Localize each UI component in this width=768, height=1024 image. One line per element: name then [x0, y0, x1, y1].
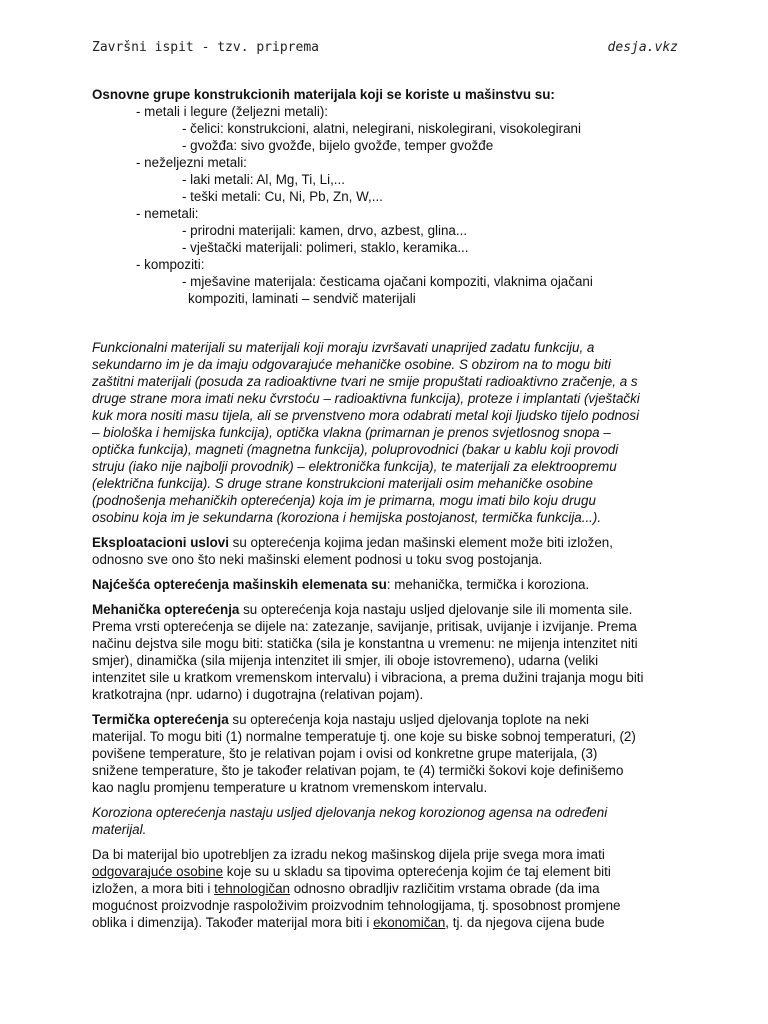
list-subitem: - gvožđa: sivo gvožđe, bijelo gvožđe, temper gvožđe: [182, 138, 494, 153]
paragraph-text: odnosno obradljiv različitim vrstama obrade (da ima: [290, 881, 600, 896]
paragraph-line: odnosno sve ono što neki mašinski element podnosi u toku svog postojanja.: [92, 552, 543, 567]
paragraph-line: osobinu koja im je sekundarna (koroziona i hemijska postojanost, termička funkcija...).: [92, 510, 602, 525]
underlined-term: odgovarajuće osobine: [92, 864, 224, 879]
list-item: - metali i legure (željezni metali):: [136, 104, 328, 119]
term-label: Mehanička opterećenja: [92, 602, 240, 617]
paragraph-line: (električna funkcija). S druge strane konstrukcioni materijali osim mehaničke osobine: [92, 476, 593, 491]
list-item: - kompoziti:: [136, 257, 205, 272]
term-label: Eksploatacioni uslovi: [92, 535, 229, 550]
paragraph-line: materijal.: [92, 822, 147, 837]
paragraph-line: kratkotrajna (npr. udarno) i dugotrajna (relativan pojam).: [92, 687, 424, 702]
thermal-loads-paragraph: [92, 711, 692, 796]
list-subitem: - čelici: konstrukcioni, alatni, nelegirani, niskolegirani, visokolegirani: [182, 121, 581, 136]
paragraph-line: intenzitet sile u kratkom vremenskom intervalu) i vibraciona, a prema dužini trajanja mogu biti: [92, 670, 644, 685]
paragraph-line: Da bi materijal bio upotrebljen za izradu nekog mašinskog dijela prije svega mora imati: [92, 847, 605, 862]
paragraph-line: načinu dejstva sile mogu biti: statička (sila je konstantna u vremenu: ne mijenja intenzitet niti: [92, 636, 638, 651]
paragraph-text: koje su u skladu sa tipovima opterećenja kojim će taj element biti: [223, 864, 611, 879]
paragraph-line: smjer), dinamička (sila mijenja intenzitet ili smjer, ili oboje istovremeno), udarna (veliki: [92, 653, 599, 668]
paragraph-text: su opterećenja koja nastaju usljed djelovanja toplote na neki: [228, 712, 590, 727]
paragraph-text: oblika i dimenzija). Također materijal mora biti i: [92, 915, 374, 930]
functional-materials-paragraph: [92, 339, 692, 526]
paragraph-text: : mehanička, termička i koroziona.: [386, 577, 590, 592]
common-loads-paragraph: [92, 576, 692, 593]
paragraph-text: izložen, a mora biti i: [92, 881, 215, 896]
paragraph-line: druge strane mora imati neku čvrstoću – radioaktivna funkcija), proteze i implantati (vještački: [92, 391, 640, 406]
document-body: [92, 86, 692, 931]
corrosion-loads-paragraph: [92, 804, 692, 838]
list-item: - neželjezni metali:: [136, 155, 247, 170]
paragraph-line: sekundarno im je da imaju odgovarajuće mehaničke osobine. S obzirom na to mogu biti: [92, 357, 611, 372]
materials-list: [92, 103, 692, 307]
header-author: desja.vkz: [607, 40, 678, 55]
paragraph-line: kao naglu promjenu temperature u kratnom vremenskom intervalu.: [92, 780, 488, 795]
paragraph-line: Prema vrsti opterećenja se dijele na: zatezanje, savijanje, pritisak, uvijanje i izvijanje. Prema: [92, 619, 637, 634]
paragraph-line: kuk mora nositi masu tijela, ali se prvenstveno mora odabrati metal koji ljudsko tijelo podnosi: [92, 408, 640, 423]
term-label: Najćešća opterećenja mašinskih elemenata su: [92, 577, 387, 592]
section-heading: Osnovne grupe konstrukcionih materijala koji se koriste u mašinstvu su:: [92, 87, 555, 102]
paragraph-line: povišene temperature, što je relativan pojam i ovisi od konkretne grupe materijala, (3): [92, 746, 598, 761]
list-subitem: - laki metali: Al, Mg, Ti, Li,...: [182, 172, 345, 187]
paragraph-line: materijal. To mogu biti (1) normalne temperatuje tj. one koje su biske sobnoj temperaturi, (2): [92, 729, 636, 744]
paragraph-line: zaštitni materijali (posuda za radioaktivne tvari ne smije propuštati radioaktivno zračenje, a s: [92, 374, 638, 389]
paragraph-line: – biološka i hemijska funkcija), optička vlakna (primarnan je prenos svjetlosnog snopa –: [92, 425, 611, 440]
paragraph-line: (podnošenja mehaničkih opterećenja) koja im je primarna, mogu imati bilo koju drugu: [92, 493, 596, 508]
paragraph-line: Koroziona opterećenja nastaju usljed djelovanja nekog korozionog agensa na određeni: [92, 805, 608, 820]
material-requirements-paragraph: [92, 846, 692, 931]
list-subitem: - mješavine materijala: česticama ojačani kompoziti, vlaknima ojačani: [182, 274, 593, 289]
list-item: - nemetali:: [136, 206, 199, 221]
list-subitem: - teški metali: Cu, Ni, Pb, Zn, W,...: [182, 189, 383, 204]
paragraph-line: snižene temperature, što je također relativan pojam, te (4) termički šokovi koje definišemo: [92, 763, 624, 778]
paragraph-line: optička funkcija), magneti (magnetna funkcija), poluprovodnici (bakar u kablu koji provodi: [92, 442, 619, 457]
paragraph-line: mogućnost proizvodnje raspoloživim proizvodnim tehnologijama, tj. sposobnost promjene: [92, 898, 621, 913]
underlined-term: tehnologičan: [214, 881, 291, 896]
underlined-term: ekonomičan: [373, 915, 446, 930]
list-subitem: - prirodni materijali: kamen, drvo, azbest, glina...: [182, 223, 468, 238]
page-header: [92, 40, 678, 60]
header-title: Završni ispit - tzv. priprema: [92, 40, 319, 55]
paragraph-text: su opterećenja koja nastaju usljed djelovanje sile ili momenta sile.: [239, 602, 633, 617]
paragraph-text: , tj. da njegova cijena bude: [445, 915, 605, 930]
paragraph-line: struju (iako nije najbolji provodnik) – elektronička funkcija), te materijali za elektroopremu: [92, 459, 617, 474]
list-subitem-continuation: kompoziti, laminati – sendvič materijali: [188, 291, 416, 306]
exploitation-conditions-paragraph: [92, 534, 692, 568]
paragraph-line: Funkcionalni materijali su materijali koji moraju izvršavati unaprijed zadatu funkciju, a: [92, 340, 595, 355]
list-subitem: - vještački materijali: polimeri, staklo, keramika...: [182, 240, 469, 255]
term-label: Termička opterećenja: [92, 712, 229, 727]
mechanical-loads-paragraph: [92, 601, 692, 703]
paragraph-text: su opterećenja kojima jedan mašinski element može biti izložen,: [228, 535, 613, 550]
